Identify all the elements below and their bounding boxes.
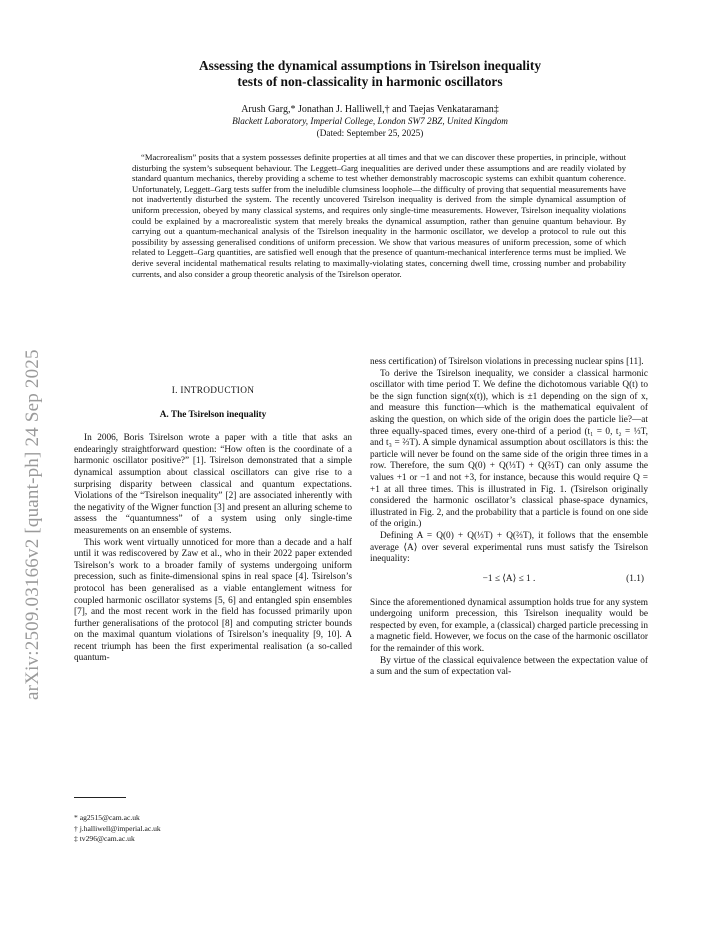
section-heading: I. INTRODUCTION [171, 386, 255, 396]
tsirelson-inequality: −1 ≤ ⟨A⟩ ≤ 1 . [482, 573, 536, 584]
body-paragraph: This work went virtually unnoticed for more than a decade and a half until it was rediscovered by Zaw et al., who in their 2022 paper extended Tsirelson’s work to a broader family of systems undergoing uniform precession, such as finite-dimensional spins in real space [4]. Tsirelson’s protocol has been generalised as a viable entanglement witness for coupled harmonic oscillator systems [5, 6] and entangled spin ensembles [7], and the most recent work in the field has focussed primarily upon further generalisations of the protocol [8] and computing stricter bounds on the maximal quantum violations of Tsirelson’s inequality [9, 10]. A recent triumph has been the first experimental realisation (a so-called quantum- [74, 537, 352, 664]
title-line-2: tests of non-classicality in harmonic oscillators [237, 74, 503, 89]
paper-title [100, 58, 640, 90]
footnote-email: † j.halliwell@imperial.ac.uk [74, 823, 161, 833]
body-paragraph: Since the aforementioned dynamical assumption holds true for any system undergoing uniform precession, this Tsirelson inequality would be respected by even, for example, a (classical) charged particle precessing in a magnetic field. However, we focus on the case of the harmonic oscillator for the remainder of this work. [370, 597, 648, 655]
subsection-heading: A. The Tsirelson inequality [159, 409, 267, 420]
body-paragraph: Defining A = Q(0) + Q(⅓T) + Q(⅔T), it follows that the ensemble average ⟨A⟩ over several experimental runs must satisfy the Tsirelson inequality: [370, 530, 648, 565]
author-list: Arush Garg,* Jonathan J. Halliwell,† and Taejas Venkataraman‡ [241, 104, 499, 115]
arxiv-identifier: arXiv:2509.03166v2 [quant-ph] 24 Sep 2025 [22, 349, 43, 700]
title-line-1: Assessing the dynamical assumptions in Tsirelson inequality [198, 58, 542, 73]
body-paragraph: In 2006, Boris Tsirelson wrote a paper with a title that asks an endearingly straightforward question: “How often is the coordinate of a harmonic oscillator positive?” [1]. Tsirelson demonstrated that a simple dynamical assumption about classical oscillators can give rise to a surprising disparity between classical and quantum expectations. Violations of the “Tsirelson inequality” [2] are associated inherently with the negativity of the Wigner function [3] and present an alluring scheme to assess the “quantumness” of a system using only single-time measurements on an ensemble of systems. [74, 433, 352, 536]
footnote-email: ‡ tv296@cam.ac.uk [74, 834, 135, 844]
body-paragraph: To derive the Tsirelson inequality, we consider a classical harmonic oscillator with time period T. We define the dichotomous variable Q(t) to be the sign function sign(x(t)), which is ±1 depending on the sign of x, and measure this function—which is the mathematical equivalent of asking the question, on which side of the origin does the particle lie?—at three equally-spaced times, every one-third of a period (t₁ = 0, t₂ = ⅓T, and t₃ = ⅔T). A simple dynamical assumption about oscillators is this: the particle will never be found on the same side of the origin three times in a row. Therefore, the sum Q(0) + Q(⅓T) + Q(⅔T) can only assume the values +1 or −1 and not +3, for instance, because this would require Q = +1 at all three times. This is illustrated in Fig. 1. (Tsirelson originally considered the harmonic oscillator’s classical phase-space dynamics, illustrated in Fig. 2, and the probability that a particle is found on one side of the origin.) [370, 368, 648, 530]
left-column [74, 386, 352, 665]
footnote-divider [74, 797, 126, 798]
paper-header [100, 58, 640, 139]
affiliation: Blackett Laboratory, Imperial College, London SW7 2BZ, United Kingdom [232, 116, 508, 126]
right-column [370, 357, 648, 679]
abstract-text: “Macrorealism” posits that a system possesses definite properties at all times and that we can discover these properties, in principle, without disturbing the system’s subsequent behaviour. The Leggett–Garg inequalities are derived under these assumptions and are readily violated by standard quantum mechanics, thereby providing a scheme to test whether demonstrably macroscopic systems can exhibit quantum coherence. Unfortunately, Leggett–Garg tests suffer from the ineludible clumsiness loophole—the difficulty of proving that sequential measurements have not inadvertently disturbed the system. The recently uncovered Tsirelson inequality is derived from the simple dynamical assumption of uniform precession, obeyed by many classical systems, and requires only single-time measurements. However, Tsirelson inequality violations could be explained by a macrorealistic system that merely breaks the dynamical assumption, rather than genuine quantum behaviour. By carrying out a quantum-mechanical analysis of the Tsirelson inequality in the harmonic oscillator, we develop a protocol to rule out this possibility by assessing generalised conditions of uniform precession. We show that various measures of uniform precession, some of which related to Leggett–Garg quantities, are satisfied well enough that the presence of quantum-mechanical interference terms must be implied. We derive several incidental mathematical results relating to maximally-violating states, concerning dwell time, crossing number and probability currents, and also consider a group theoretic analysis of the Tsirelson operator. [132, 152, 626, 279]
body-paragraph: By virtue of the classical equivalence between the expectation value of a sum and the sum of expectation val- [370, 655, 648, 678]
equation-block [370, 574, 648, 590]
equation-number: (1.1) [626, 573, 644, 584]
footnote-email: * ag2515@cam.ac.uk [74, 813, 140, 822]
abstract [132, 152, 626, 279]
footnotes [74, 813, 352, 845]
body-paragraph: ness certification) of Tsirelson violations in precessing nuclear spins [11]. [370, 357, 644, 367]
date-line: (Dated: September 25, 2025) [316, 128, 424, 138]
